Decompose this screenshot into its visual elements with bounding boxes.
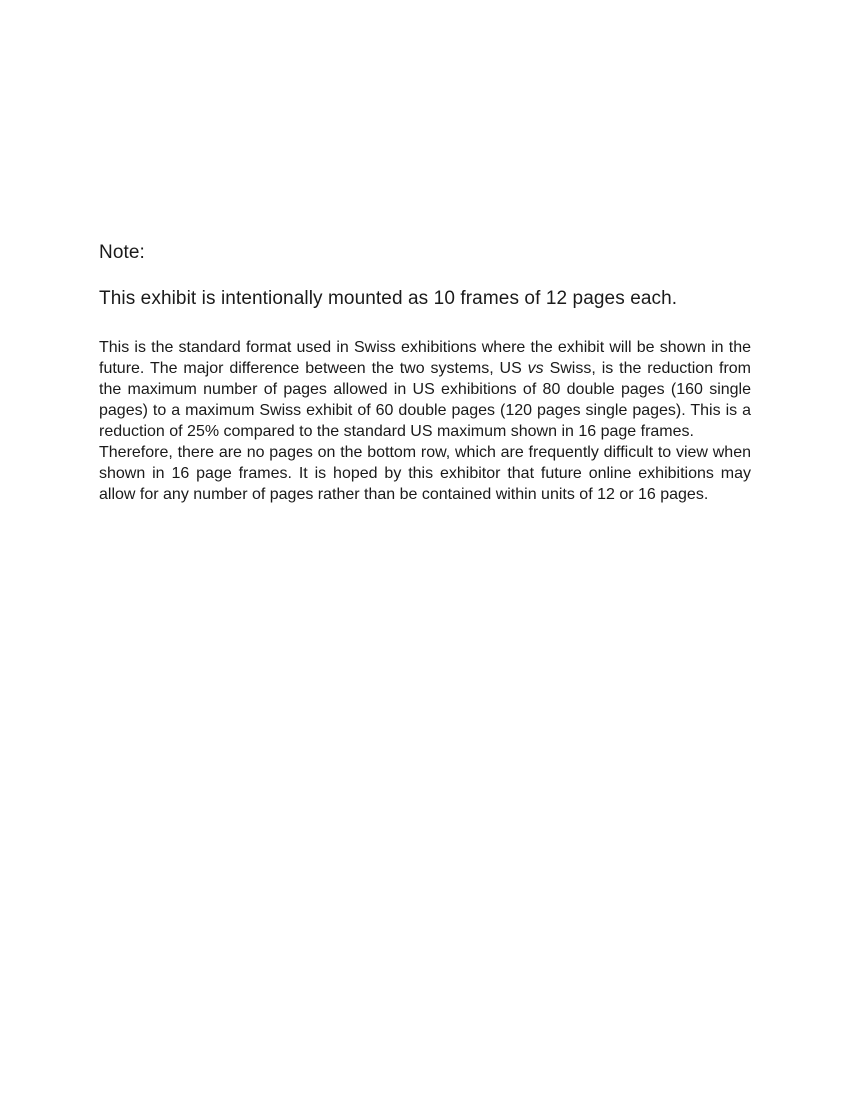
paragraph-swiss-format-text-before: This is the standard format used in Swiss exhibitions where the exhibit will be shown in the future. The major difference between the two systems, US	[99, 339, 751, 377]
note-heading: Note:	[99, 242, 145, 263]
paragraph-swiss-format-text-after: Swiss, is the reduction from the maximum number of pages allowed in US exhibitions of 80 double pages (160 single pages) to a maximum Swiss exhibit of 60 double pages (120 pages single pages). This is a reduction of 25% compared to the standard US maximum shown in 16 page frames.	[99, 360, 751, 440]
body-text-block	[99, 337, 751, 505]
exhibit-statement: This exhibit is intentionally mounted as 10 frames of 12 pages each.	[99, 288, 678, 309]
paragraph-bottom-row: Therefore, there are no pages on the bottom row, which are frequently difficult to view when shown in 16 page frames. It is hoped by this exhibitor that future online exhibitions may allow for any number of pages rather than be contained within units of 12 or 16 pages.	[99, 444, 751, 503]
paragraph-swiss-format-italic-vs: vs	[527, 360, 544, 377]
paragraph-swiss-format	[99, 337, 751, 442]
